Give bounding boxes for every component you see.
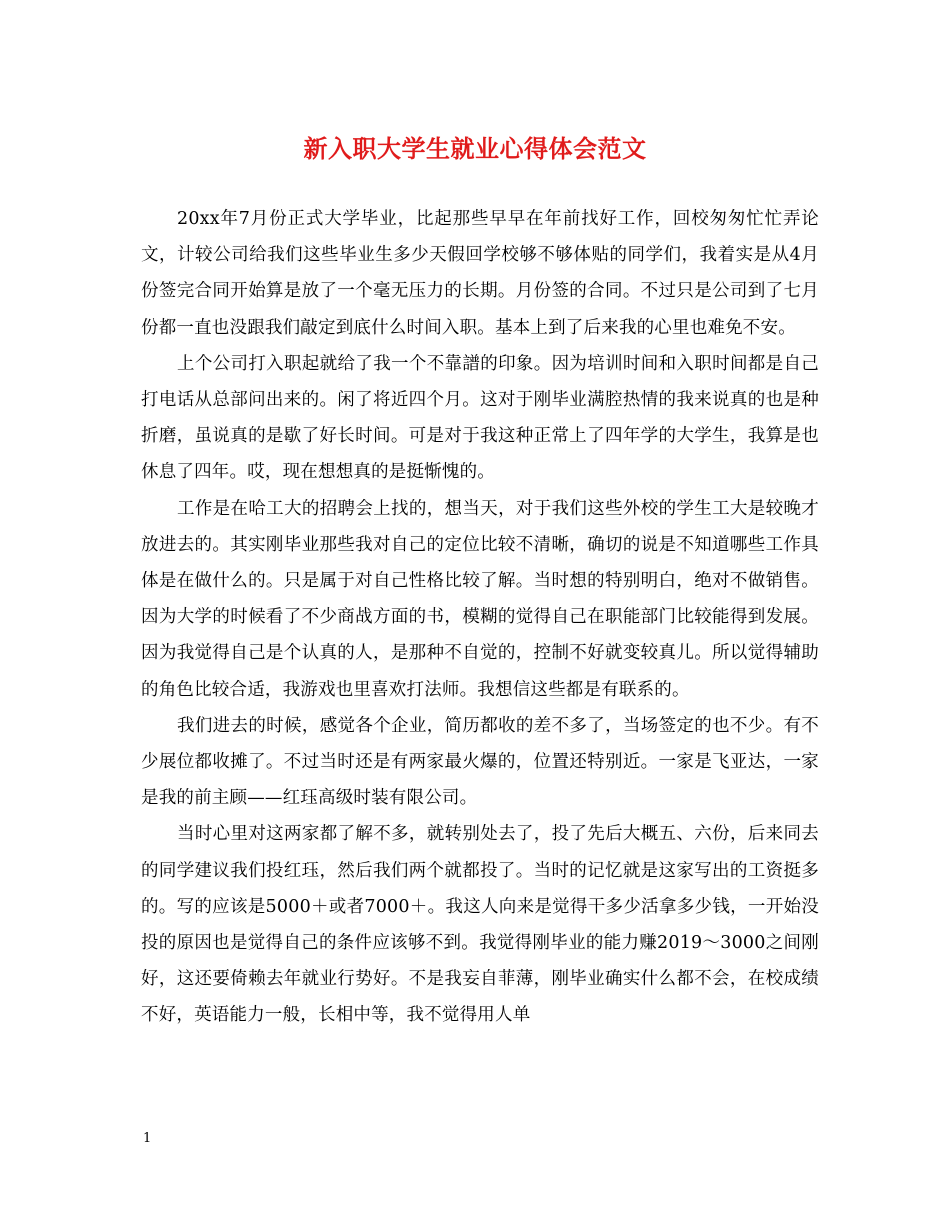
paragraph-2: 上个公司打入职起就给了我一个不靠譜的印象。因为培训时间和入职时间都是自己打电话从总部问出来的。闲了将近四个月。这对于刚毕业满腔热情的我来说真的也是种折磨，虽说真的是歇了好长时间。可是对于我这种正常上了四年学的大学生，我算是也休息了四年。哎，现在想想真的是挺惭愧的。 — [141, 353, 819, 483]
paragraph-1: 20xx年7月份正式大学毕业，比起那些早早在年前找好工作，回校匆匆忙忙弄论文，计较公司给我们这些毕业生多少天假回学校够不够体贴的同学们，我着实是从4月份签完合同开始算是放了一个毫无压力的长期。月份签的合同。不过只是公司到了七月份都一直也没跟我们敲定到底什么时间入职。基本上到了后来我的心里也难免不安。 — [141, 209, 819, 338]
paragraph-4: 我们进去的时候，感觉各个企业，简历都收的差不多了，当场签定的也不少。有不少展位都收摊了。不过当时还是有两家最火爆的，位置还特别近。一家是飞亚达，一家是我的前主顾——红珏高级时装有限公司。 — [141, 715, 819, 809]
paragraph-5: 当时心里对这两家都了解不多，就转别处去了，投了先后大概五、六份，后来同去的同学建议我们投红珏，然后我们两个就都投了。当时的记忆就是这家写出的工资挺多的。写的应该是5000＋或者7000＋。我这人向来是觉得干多少活拿多少钱，一开始没投的原因也是觉得自己的条件应该够不到。我觉得刚毕业的能力赚2019～3000之间刚好，这还要倚赖去年就业行势好。不是我妄自菲薄，刚毕业确实什么都不会，在校成绩不好，英语能力一般，长相中等，我不觉得用人单 — [141, 824, 819, 1026]
page-number: 1 — [143, 1131, 152, 1146]
paragraph-3: 工作是在哈工大的招聘会上找的，想当天，对于我们这些外校的学生工大是较晚才放进去的。其实刚毕业那些我对自己的定位比较不清晰，确切的说是不知道哪些工作具体是在做什么的。只是属于对自己性格比较了解。当时想的特别明白，绝对不做销售。因为大学的时候看了不少商战方面的书，模糊的觉得自己在职能部门比较能得到发展。因为我觉得自己是个认真的人，是那种不自觉的，控制不好就变较真儿。所以觉得辅助的角色比较合适，我游戏也里喜欢打法师。我想信这些都是有联系的。 — [141, 498, 819, 700]
document-title: 新入职大学生就业心得体会范文 — [303, 134, 647, 163]
document-body — [141, 201, 819, 1034]
